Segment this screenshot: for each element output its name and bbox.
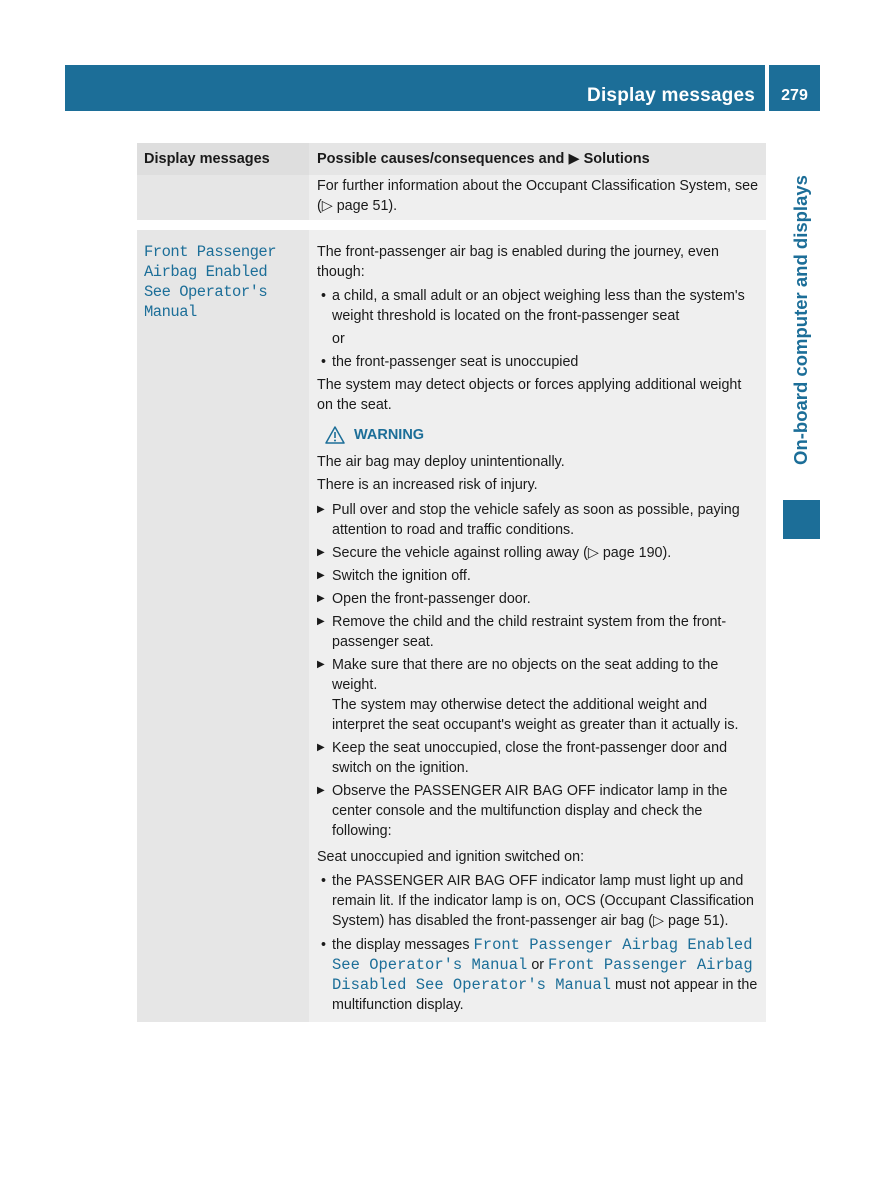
warning-label: WARNING — [354, 427, 425, 443]
list-item: ▶ Open the front-passenger door. — [317, 589, 760, 609]
table-row — [137, 230, 766, 1022]
list-item: • the front-passenger seat is unoccupied — [317, 352, 760, 372]
step-text: ▶ Make sure that there are no objects on the seat adding to the weight. — [332, 657, 719, 693]
table-row — [137, 175, 766, 220]
header-bar — [65, 65, 765, 111]
list-item: • a child, a small adult or an object weighing less than the system's weight threshold is located on the front-passenger seat — [317, 286, 760, 326]
detect-text: The system may detect objects or forces applying additional weight on the seat. — [317, 377, 742, 413]
page-title: Display messages — [587, 85, 755, 106]
list-item — [317, 935, 760, 1015]
display-message-text: Front Passenger Airbag Enabled See Operator's Manual — [332, 936, 753, 974]
message-cell — [137, 175, 309, 220]
ocs-reference: For further information about the Occupant Classification System, see (▷ page 51). — [317, 178, 759, 214]
warning-text: The air bag may deploy unintentionally. — [317, 454, 565, 470]
section-tab-label: On-board computer and displays — [790, 175, 811, 465]
messages-table — [137, 143, 766, 1022]
column-header-messages: Display messages — [137, 143, 309, 175]
condition-list — [317, 352, 760, 372]
table-header-row — [137, 143, 766, 175]
warning-text: There is an increased risk of injury. — [317, 477, 538, 493]
list-item: ▶ Pull over and stop the vehicle safely as soon as possible, paying attention to road and traffic conditions. — [317, 500, 760, 540]
or-text: or — [332, 331, 345, 347]
list-item: ▶ Keep the seat unoccupied, close the front-passenger door and switch on the ignition. — [317, 738, 760, 778]
solution-cell — [309, 175, 766, 220]
message-cell — [137, 230, 309, 1022]
list-item: ▶ Secure the vehicle against rolling away (▷ page 190). — [317, 543, 760, 563]
seat-unoccupied-text: Seat unoccupied and ignition switched on: — [317, 849, 585, 865]
list-item: ▶ Remove the child and the child restraint system from the front-passenger seat. — [317, 612, 760, 652]
warning-heading — [325, 425, 760, 445]
warning-triangle-icon — [325, 426, 345, 444]
column-header-causes: Possible causes/consequences and ▶ Solutions — [309, 143, 766, 175]
condition-list — [317, 286, 760, 326]
list-item — [317, 655, 760, 735]
list-item: ▶ Observe the PASSENGER AIR BAG OFF indicator lamp in the center console and the multifunction display and check the following: — [317, 781, 760, 841]
list-item: • the PASSENGER AIR BAG OFF indicator lamp must light up and remain lit. If the indicator lamp is on, OCS (Occupant Classification System) has disabled the front-passenger air bag (▷ page 51). — [317, 871, 760, 931]
row-gap — [137, 220, 766, 230]
check-text: the display messages — [332, 937, 474, 953]
display-message-text: Front Passenger Airbag Disabled See Operator's Manual — [332, 956, 753, 994]
check-text: must not appear in the multifunction display. — [332, 977, 758, 1013]
step-list — [317, 500, 760, 841]
intro-text: The front-passenger air bag is enabled during the journey, even though: — [317, 244, 719, 280]
step-note: The system may otherwise detect the additional weight and interpret the seat occupant's weight as greater than it actually is. — [332, 697, 739, 733]
check-list — [317, 871, 760, 1015]
page-number: 279 — [769, 65, 820, 111]
solution-cell — [309, 230, 766, 1022]
check-text: or — [527, 957, 549, 973]
display-message-text: Front Passenger Airbag Enabled See Operator's Manual — [144, 243, 277, 321]
section-tab-marker — [783, 500, 820, 539]
list-item: ▶ Switch the ignition off. — [317, 566, 760, 586]
